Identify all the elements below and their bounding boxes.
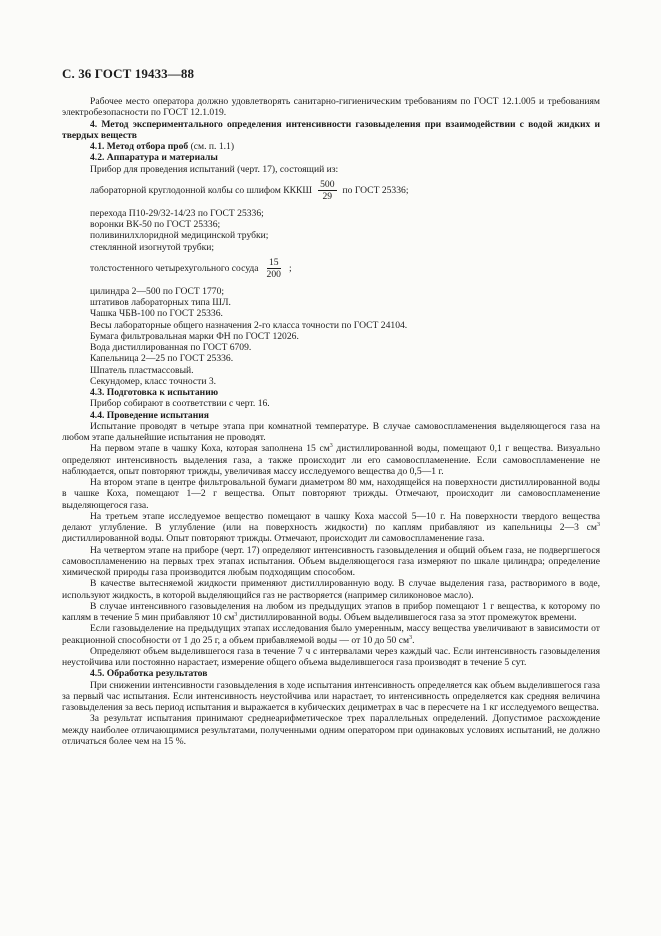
section-4-4-title: 4.4. Проведение испытания (90, 409, 209, 421)
list-item: Чашка ЧБВ-100 по ГОСТ 25336. (90, 308, 223, 320)
paragraph: При снижении интенсивности газовыделения в ходе испытания интенсивность определяется как объем выделившегося газа за первый час испытания. Если интенсивность неустойчива или нарастает, то интенсивность определяется как средняя величина газовыделения за весь период испытания и выражается в кубических дециметрах в час в пересчете на 1 кг исследуемого вещества. (62, 679, 600, 713)
list-item: Вода дистиллированная по ГОСТ 6709. (90, 342, 252, 353)
paragraph: За результат испытания принимают среднеарифметическое трех параллельных определений. Допустимое расхождение между наиболее отличающимися результатами, полученными одним оператором при одинаковых условиях испытаний, не должно отличаться более чем на 15 %. (62, 713, 600, 747)
document-body (62, 96, 600, 747)
paragraph-text: дистиллированной воды. Опыт повторяют трижды. Отмечают, происходит ли самовоспламенение газа. (62, 533, 485, 545)
paragraph-text: . (412, 634, 415, 646)
list-item: перехода П10-29/32-14/23 по ГОСТ 25336; (90, 207, 264, 219)
paragraph: В качестве вытесняемой жидкости применяют дистиллированную воду. В случае выделения газа, растворимого в воде, используют жидкость, в которой выделяющийся газ не растворяется (например силиконовое масло). (62, 578, 600, 601)
vessel-item (62, 257, 600, 280)
paragraph-text: На третьем этапе исследуемое вещество помещают в чашку Коха массой 5—10 г. На поверхности твердого вещества делают углубление. В углубление (или на поверхность жидкости) по каплям прибавляют из капельницы 2—3 см (62, 510, 600, 533)
list-item: воронки ВК-50 по ГОСТ 25336; (90, 219, 221, 230)
paragraph-text: дистиллированной воды, помещают 0,1 г вещества. Визуально определяют интенсивность выделения газа, а также происходит ли его самовоспламенение. Если самовоспламенение не наблюдается, опыт повторяют трижды, увеличивая массу исследуемого вещества до 0,5—1 г. (62, 443, 600, 477)
section-4-3-text: Прибор собирают в соответствии с черт. 16. (90, 398, 270, 410)
flask-fraction-denominator: 29 (322, 190, 333, 202)
list-item: Бумага фильтровальная марки ФН по ГОСТ 12026. (90, 330, 299, 342)
list-item: поливинилхлоридной медицинской трубки; (90, 230, 269, 242)
paragraph-text: В случае интенсивного газовыделения на любом из предыдущих этапов в прибор помещают 1 г вещества, к которому по каплям в течение 5 мин прибавляют 10 см (62, 600, 600, 623)
paragraph (62, 601, 600, 624)
vessel-fraction-numerator: 15 (268, 256, 279, 268)
list-item: цилиндра 2—500 по ГОСТ 1770; (90, 285, 225, 297)
list-item: стеклянной изогнутой трубки; (90, 241, 215, 253)
section-4-title: 4. Метод экспериментального определения интенсивности газовыделения при взаимодействии с водой жидких и твердых веществ (62, 118, 600, 141)
paragraph: На четвертом этапе на приборе (черт. 17) определяют интенсивность газовыделения и общий объем газа, не подвергшегося самовоспламенению на первых трех этапах испытания. Объем выделяющегося газа измеряют по шкале цилиндра; определение химической природы газа производится любым подходящим способом. (62, 544, 600, 578)
paragraph-text: дистиллированной воды. Объем выделившегося газа за этот промежуток времени. (237, 612, 577, 623)
section-4-1-ref: (см. п. 1.1) (190, 141, 235, 152)
list-item: Шпатель пластмассовый. (90, 364, 194, 376)
paragraph: Определяют объем выделившегося газа в течение 7 ч с интервалами через каждый час. Если интенсивность газовыделения неустойчива или постоянно нарастает, измерение общего объема выделившегося газа производят в течение 5 сут. (62, 645, 600, 668)
superscript: 3 (409, 634, 413, 641)
paragraph-text: Если газовыделение на предыдущих этапах исследования было умеренным, массу вещества увеличивают в зависимости от реакционной способности от 1 до 25 г, а объем прибавляемой воды — от 10 до 50 см (62, 623, 600, 646)
page-header: С. 36 ГОСТ 19433—88 (62, 66, 195, 81)
superscript: 3 (329, 443, 333, 450)
flask-item (62, 179, 600, 202)
paragraph-text: На первом этапе в чашку Коха, которая заполнена 15 см (90, 443, 330, 455)
section-4-2-title: 4.2. Аппаратура и материалы (90, 152, 218, 164)
paragraph (62, 443, 600, 477)
paragraph: На втором этапе в центре фильтровальной бумаги диаметром 80 мм, находящейся на поверхности дистиллированной воды в чашке Коха, помещают 1—2 г вещества. Опыт повторяют трижды. Отмечают, происходит ли самовоспламенение выделяющегося газа. (62, 477, 600, 511)
paragraph (62, 623, 600, 646)
intro-paragraph: Рабочее место оператора должно удовлетворять санитарно-гигиеническим требованиям по ГОСТ 12.1.005 и требованиям электробезопасности по ГОСТ 12.1.019. (62, 96, 600, 119)
vessel-prefix: толстостенного четырехугольного сосуда (90, 262, 259, 274)
list-item: Весы лабораторные общего назначения 2-го класса точности по ГОСТ 24104. (90, 319, 408, 331)
vessel-suffix: ; (288, 262, 292, 274)
flask-prefix: лабораторной круглодонной колбы со шлифом КККШ (90, 184, 313, 196)
paragraph: Испытание проводят в четыре этапа при комнатной температуре. В случае самовоспламенения выделяющегося газа на любом этапе дальнейшие испытания не проводят. (62, 420, 600, 443)
section-4-1 (62, 141, 600, 152)
flask-fraction (318, 179, 336, 202)
paragraph (62, 511, 600, 545)
superscript: 3 (597, 522, 600, 528)
vessel-fraction (265, 257, 283, 280)
vessel-fraction-denominator: 200 (266, 268, 281, 280)
list-item: Капельница 2—25 по ГОСТ 25336. (90, 353, 234, 365)
section-4-2-intro: Прибор для проведения испытаний (черт. 17), состоящий из: (90, 163, 339, 175)
section-4-5-title: 4.5. Обработка результатов (90, 668, 208, 680)
superscript: 3 (234, 612, 238, 618)
list-item: штативов лабораторных типа ШЛ. (90, 297, 231, 308)
flask-fraction-numerator: 500 (320, 178, 335, 190)
flask-suffix: по ГОСТ 25336; (342, 184, 409, 196)
list-item: Секундомер, класс точности 3. (90, 375, 217, 387)
section-4-1-title: 4.1. Метод отбора проб (90, 141, 189, 152)
section-4-3-title: 4.3. Подготовка к испытанию (90, 387, 219, 398)
